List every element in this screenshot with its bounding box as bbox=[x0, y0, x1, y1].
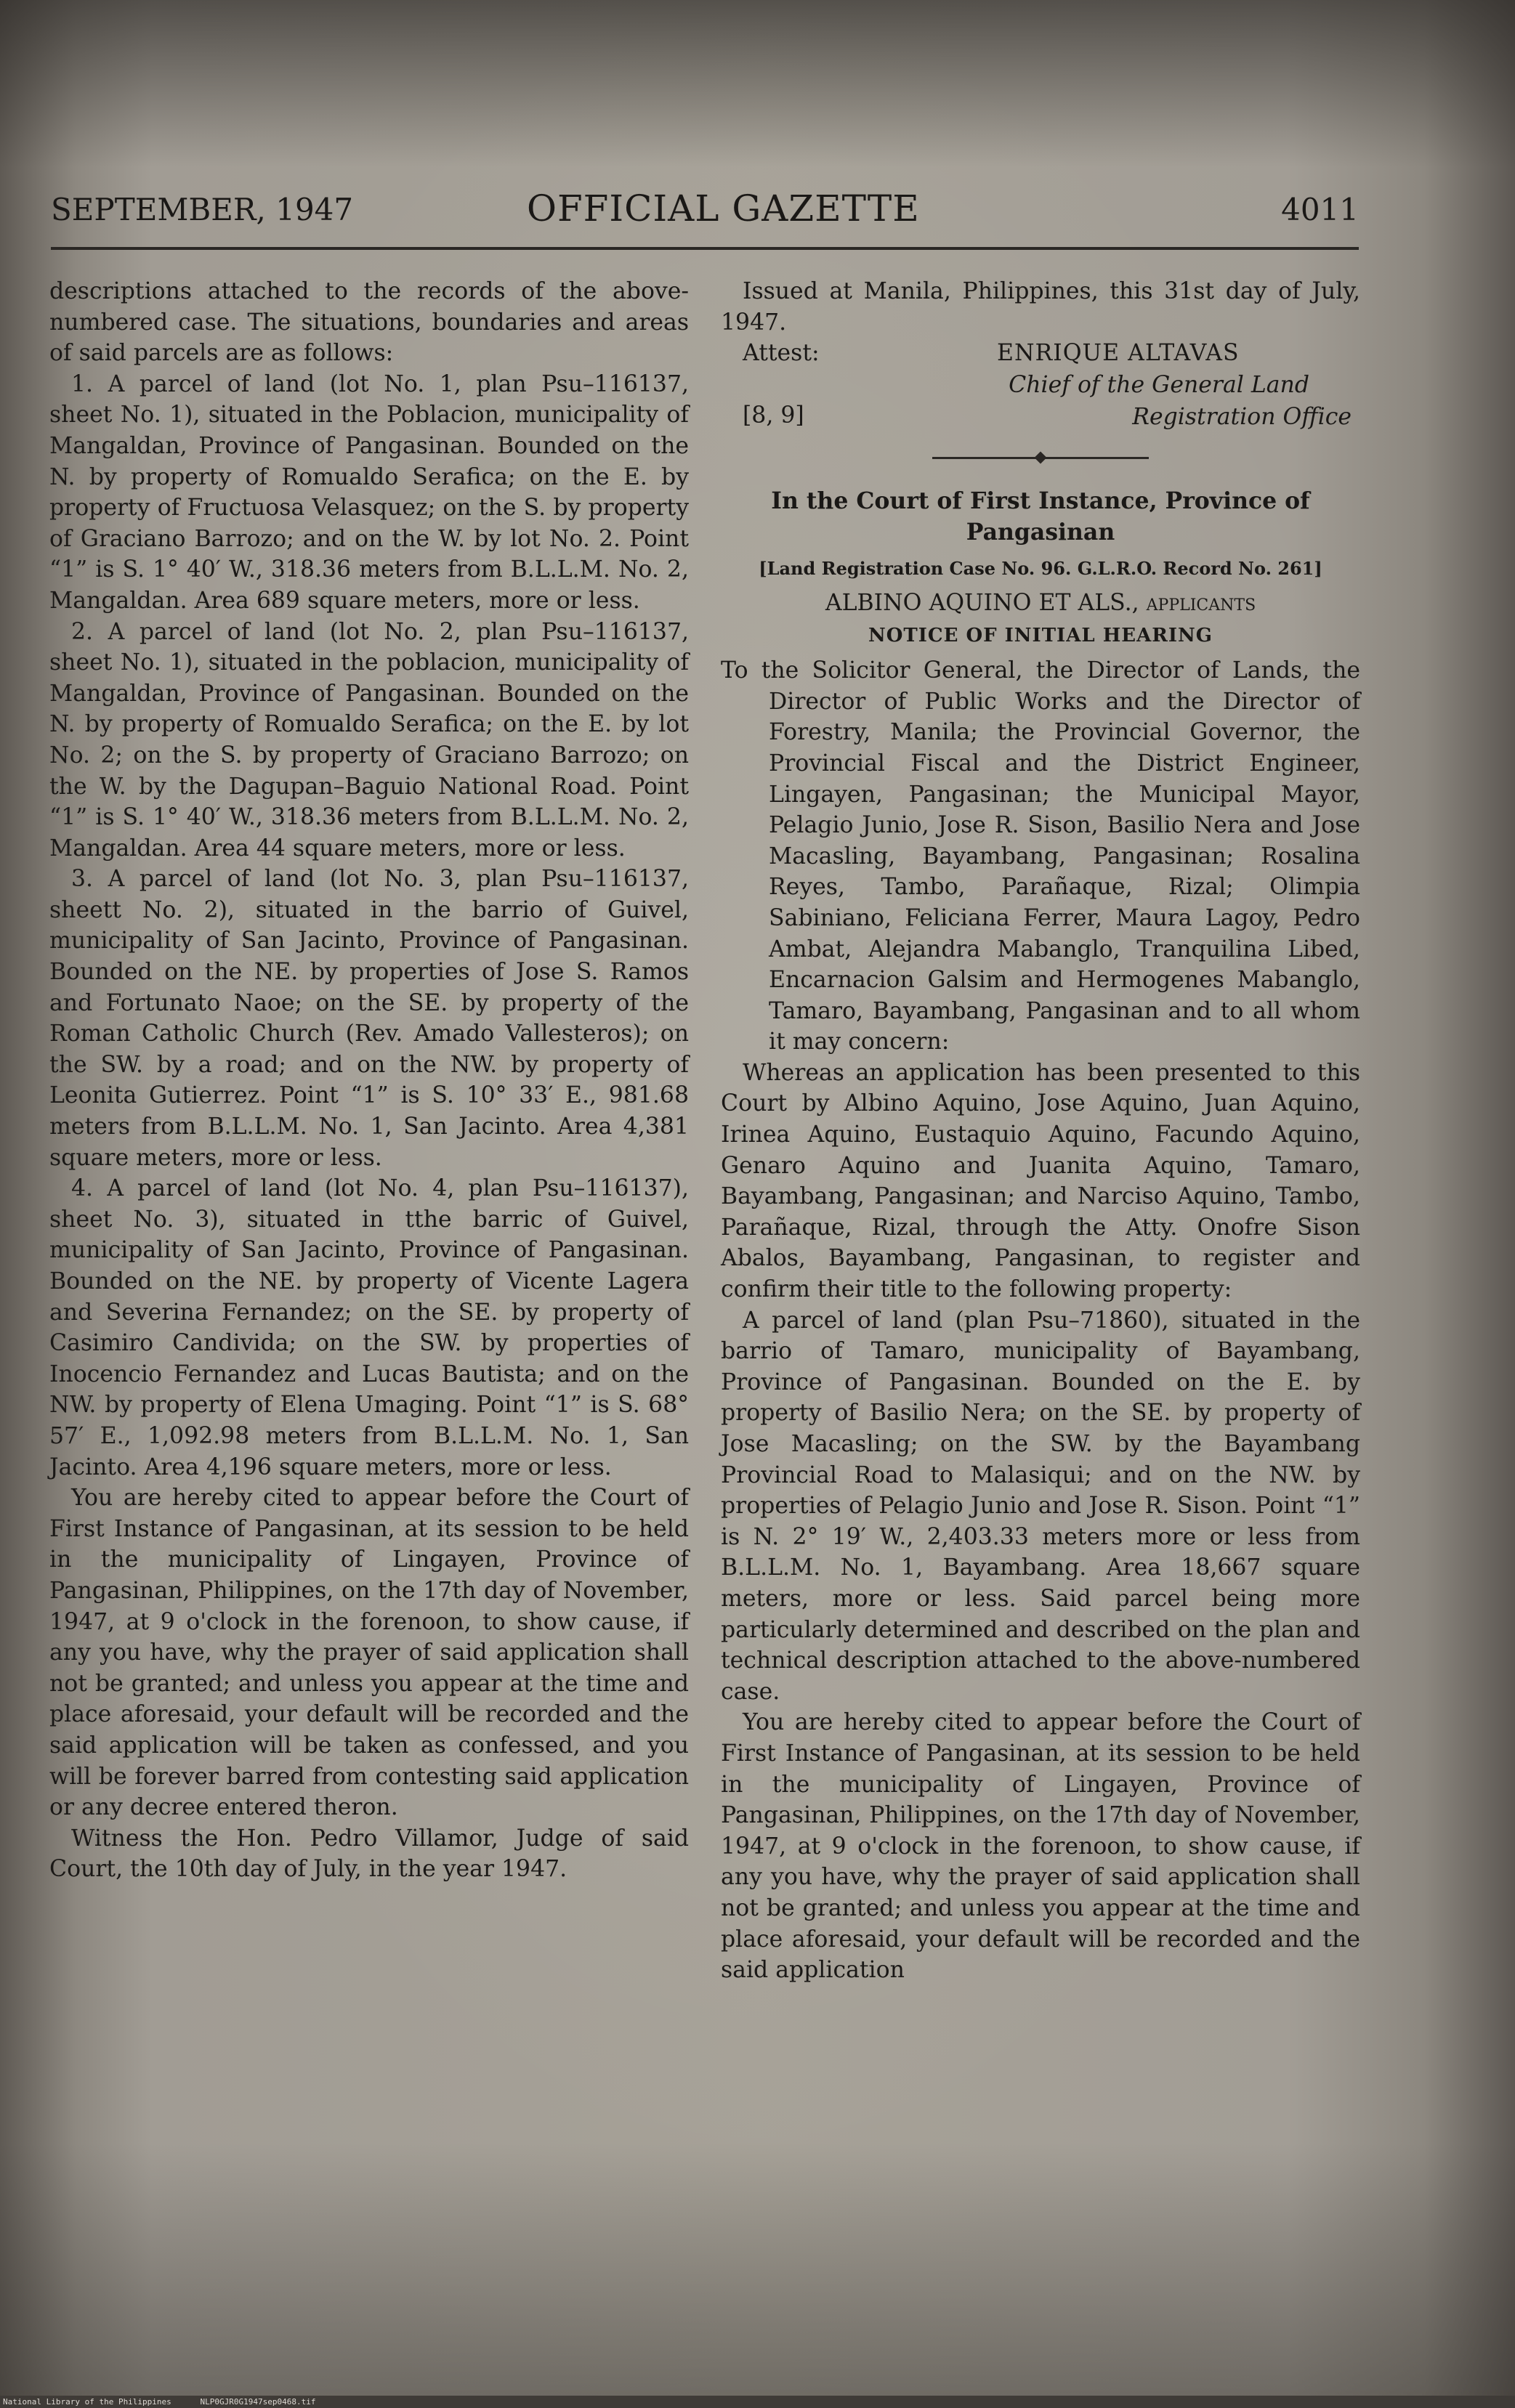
attest-title-2: Registration Office bbox=[1132, 404, 1352, 431]
header-page-number: 4011 bbox=[1281, 192, 1359, 227]
section-divider bbox=[721, 432, 1360, 483]
page-shadow-top bbox=[0, 0, 1515, 167]
page-shadow-bottom bbox=[0, 2143, 1515, 2396]
issued-line: Issued at Manila, Philippines, this 31st day of July, 1947. bbox=[721, 278, 1360, 336]
divider-line-left bbox=[932, 457, 1038, 459]
scan-footer: National Library of the Philippines NLP0GJR0G1947sep0468.tif bbox=[3, 2397, 316, 2407]
case-number-line: [Land Registration Case No. 96. G.L.R.O. Record No. 261] bbox=[759, 558, 1322, 580]
left-paragraph: descriptions attached to the records of the above-numbered case. The situations, boundaries and areas of said parcels are as follows: bbox=[49, 278, 689, 367]
notice-title: NOTICE OF INITIAL HEARING bbox=[868, 624, 1213, 646]
attest-title-1: Chief of the General Land bbox=[1009, 372, 1309, 399]
parties-line: ALBINO AQUINO ET ALS., applicants bbox=[825, 589, 1256, 616]
court-heading: In the Court of First Instance, Province of Pangasinan bbox=[771, 487, 1310, 546]
parcel-2: 2. A parcel of land (lot No. 2, plan Psu–116137, sheet No. 1), situated in the poblacion, municipality of Mangaldan, Province of Pangasinan. Bounded on the N. by property of Romualdo Serafica; on the E. by lot No. 2; on the S. by property of Graciano Barrozo; on the W. by the Dagupan–Baguio National Road. Point “1” is S. 1° 40′ W., 318.36 meters from B.L.L.M. No. 2, Mangaldan. Area 44 square meters, more or less. bbox=[49, 618, 689, 862]
header-rule bbox=[51, 247, 1359, 250]
attest-name: ENRIQUE ALTAVAS bbox=[997, 340, 1240, 367]
whereas-paragraph: Whereas an application has been presented to this Court by Albino Aquino, Jose Aquino, Juan Aquino, Irinea Aquino, Eustaquio Aquino, Facundo Aquino, Genaro Aquino and Juanita Aquino, Tamaro, Bayambang, Pangasinan; and Narciso Aquino, Tambo, Parañaque, Rizal, through the Atty. Onofre Sison Abalos, Bayambang, Pangasinan, to register and confirm their title to the following property: bbox=[721, 1059, 1360, 1303]
witness-paragraph: Witness the Hon. Pedro Villamor, Judge of said Court, the 10th day of July, in the year 1947. bbox=[49, 1825, 689, 1883]
left-column bbox=[49, 276, 689, 1885]
parcel-4: 4. A parcel of land (lot No. 4, plan Psu–116137), sheet No. 3), situated in tthe barric of Guivel, municipality of San Jacinto, Province of Pangasinan. Bounded on the NE. by property of Vicente Lagera and Severina Fernandez; on the SE. by property of Casimiro Candivida; on the SW. by properties of Inocencio Fernandez and Lucas Bautista; and on the NW. by property of Elena Umaging. Point “1” is S. 68° 57′ E., 1,092.98 meters from B.L.L.M. No. 1, San Jacinto. Area 4,196 square meters, more or less. bbox=[49, 1175, 689, 1480]
divider-line-right bbox=[1043, 457, 1149, 459]
parcel-1: 1. A parcel of land (lot No. 1, plan Psu–116137, sheet No. 1), situated in the Poblacion, municipality of Mangaldan, Province of Pangasinan. Bounded on the N. by property of Romualdo Serafica; on the E. by property of Fructuosa Velasquez; on the S. by property of Graciano Barrozo; and on the W. by lot No. 2. Point “1” is S. 1° 40′ W., 318.36 meters from B.L.L.M. No. 2, Mangaldan. Area 689 square meters, more or less. bbox=[49, 370, 689, 614]
addressees-paragraph: To the Solicitor General, the Director of Lands, the Director of Public Works and the Director of Forestry, Manila; the Provincial Governor, the Provincial Fiscal and the District Engineer, Lingayen, Pangasinan; the Municipal Mayor, Pelagio Junio, Jose R. Sison, Basilio Nera and Jose Macasling, Bayambang, Pangasinan; Rosalina Reyes, Tambo, Parañaque, Rizal; Olimpia Sabiniano, Feliciana Ferrer, Maura Lagoy, Pedro Ambat, Alejandra Mabanglo, Tranquilina Libed, Encarnacion Galsim and Hermogenes Mabanglo, Tamaro, Bayambang, Pangasinan and to all whom it may concern: bbox=[721, 657, 1360, 1055]
parcel-description: A parcel of land (plan Psu–71860), situated in the barrio of Tamaro, municipality of Bayambang, Province of Pangasinan. Bounded on the E. by property of Basilio Nera; on the SE. by property of Jose Macasling; on the SW. by the Bayambang Provincial Road to Malasiqui; and on the NW. by properties of Pelagio Junio and Jose R. Sison. Point “1” is N. 2° 19′ W., 2,403.33 meters more or less from B.L.L.M. No. 1, Bayambang. Area 18,667 square meters, more or less. Said parcel being more particularly determined and described on the plan and technical description attached to the above-numbered case. bbox=[721, 1307, 1360, 1705]
citation-paragraph-right: You are hereby cited to appear before the Court of First Instance of Pangasinan, at its session to be held in the municipality of Lingayen, Province of Pangasinan, Philippines, on the 17th day of November, 1947, at 9 o'clock in the forenoon, to show cause, if any you have, why the prayer of said application shall not be granted; and unless you appear at the time and place aforesaid, your default will be recorded and the said application bbox=[721, 1709, 1360, 1984]
header-date: SEPTEMBER, 1947 bbox=[51, 192, 354, 227]
header-title: OFFICIAL GAZETTE bbox=[527, 187, 920, 230]
citation-paragraph: You are hereby cited to appear before the Court of First Instance of Pangasinan, at its session to be held in the municipality of Lingayen, Province of Pangasinan, Philippines, on the 17th day of November, 1947, at 9 o'clock in the forenoon, to show cause, if any you have, why the prayer of said application shall not be granted; and unless you appear at the time and place aforesaid, your default will be recorded and the said application will be taken as confessed, and you will be forever barred from contesting said application or any decree entered theron. bbox=[49, 1485, 689, 1821]
page-header bbox=[51, 187, 1359, 238]
divider-diamond-icon bbox=[1035, 452, 1047, 464]
parcel-3: 3. A parcel of land (lot No. 3, plan Psu–116137, sheett No. 2), situated in the barrio of Guivel, municipality of San Jacinto, Province of Pangasinan. Bounded on the NE. by properties of Jose S. Ramos and Fortunato Naoe; on the SE. by property of the Roman Catholic Church (Rev. Amado Vallesteros); on the SW. by a road; and on the NW. by property of Leonita Gutierrez. Point “1” is S. 10° 33′ E., 981.68 meters from B.L.L.M. No. 1, San Jacinto. Area 4,381 square meters, more or less. bbox=[49, 866, 689, 1171]
right-column bbox=[721, 276, 1360, 1986]
attest-label: Attest: bbox=[743, 340, 820, 367]
attest-title-block bbox=[721, 372, 1360, 432]
reference-number: [8, 9] bbox=[743, 402, 804, 429]
